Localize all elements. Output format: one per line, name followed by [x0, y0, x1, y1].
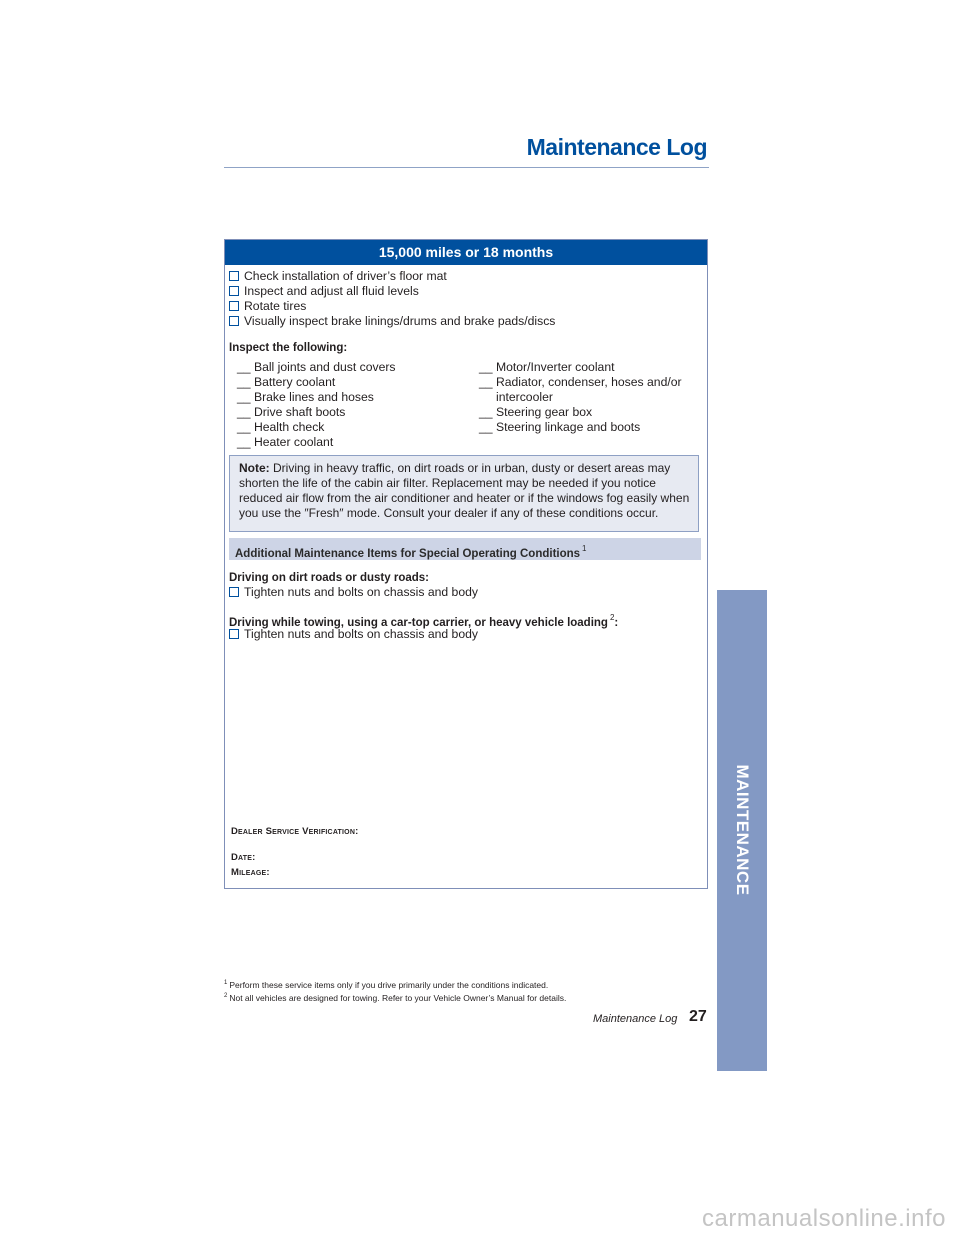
title-rule	[224, 167, 709, 168]
page-number: 27	[689, 1008, 707, 1025]
footnote	[224, 991, 566, 1004]
watermark: carmanualsonline.info	[702, 1205, 946, 1232]
checkbox-icon[interactable]	[229, 587, 239, 597]
dealer-verification-label: Dealer Service Verification:	[231, 826, 359, 837]
inspect-item: __ Radiator, condenser, hoses and/or	[479, 375, 682, 389]
checklist-item	[229, 269, 447, 284]
additional-items-heading	[229, 538, 701, 560]
date-label: Date:	[231, 852, 256, 863]
checkbox-icon[interactable]	[229, 629, 239, 639]
maintenance-card	[224, 239, 708, 889]
footnote-ref: 1	[582, 544, 587, 553]
inspect-item: __ Ball joints and dust covers	[237, 360, 396, 374]
inspect-item: intercooler	[496, 390, 553, 404]
note-box	[229, 455, 699, 532]
checklist-label: Check installation of driver’s floor mat	[244, 269, 447, 283]
towing-label-colon: :	[614, 617, 619, 629]
inspect-item: __ Steering gear box	[479, 405, 593, 419]
inspect-label: Inspect the following:	[229, 342, 348, 354]
checklist-label: Tighten nuts and bolts on chassis and body	[244, 585, 478, 599]
note-line: reduced air flow from the air conditioner and heater or if the windows fog easily when	[239, 491, 690, 505]
footnote-number: 1	[224, 980, 228, 986]
footnote	[224, 978, 566, 991]
footer-section-label: Maintenance Log	[593, 1013, 678, 1025]
checklist-item	[229, 314, 555, 329]
checklist-item	[229, 284, 419, 299]
checkbox-icon[interactable]	[229, 316, 239, 326]
checkbox-icon[interactable]	[229, 271, 239, 281]
note-line: shorten the life of the cabin air filter. Replacement may be needed if you notice	[239, 476, 656, 490]
card-header: 15,000 miles or 18 months	[225, 240, 707, 265]
footnote-number: 2	[224, 993, 228, 999]
checklist-label: Rotate tires	[244, 299, 307, 313]
checkbox-icon[interactable]	[229, 301, 239, 311]
note-line: you use the ″Fresh″ mode. Consult your dealer if any of these conditions occur.	[239, 506, 659, 520]
dirt-roads-label: Driving on dirt roads or dusty roads:	[229, 572, 429, 584]
footnote-ref: 2	[609, 613, 615, 622]
checklist-label: Inspect and adjust all fluid levels	[244, 284, 419, 298]
note-line: Driving in heavy traffic, on dirt roads or in urban, dusty or desert areas may	[273, 461, 671, 475]
inspect-item: __ Drive shaft boots	[237, 405, 346, 419]
inspect-item: __ Health check	[237, 420, 325, 434]
inspect-item: __ Motor/Inverter coolant	[479, 360, 615, 374]
inspect-item: __ Battery coolant	[237, 375, 336, 389]
note-label: Note:	[239, 461, 270, 475]
footnote-text: Not all vehicles are designed for towing. Refer to your Vehicle Owner’s Manual for details.	[229, 993, 567, 1003]
side-tab-label: MAINTENANCE	[733, 764, 752, 896]
checklist-item	[229, 627, 478, 642]
checklist-item	[229, 299, 306, 314]
footnotes	[224, 978, 566, 1004]
footnote-text: Perform these service items only if you drive primarily under the conditions indicated.	[229, 980, 549, 990]
checkbox-icon[interactable]	[229, 286, 239, 296]
inspect-item: __ Heater coolant	[237, 435, 334, 449]
mileage-label: Mileage:	[231, 867, 270, 878]
checklist-label: Visually inspect brake linings/drums and brake pads/discs	[244, 314, 556, 328]
additional-items-title: Additional Maintenance Items for Special Operating Conditions	[235, 548, 581, 560]
checklist-item	[229, 585, 478, 600]
inspect-item: __ Steering linkage and boots	[479, 420, 641, 434]
checklist-label: Tighten nuts and bolts on chassis and body	[244, 627, 478, 641]
inspect-item: __ Brake lines and hoses	[237, 390, 374, 404]
towing-label-text: Driving while towing, using a car-top carrier, or heavy vehicle loading	[229, 617, 608, 629]
page-title: Maintenance Log	[526, 134, 707, 160]
